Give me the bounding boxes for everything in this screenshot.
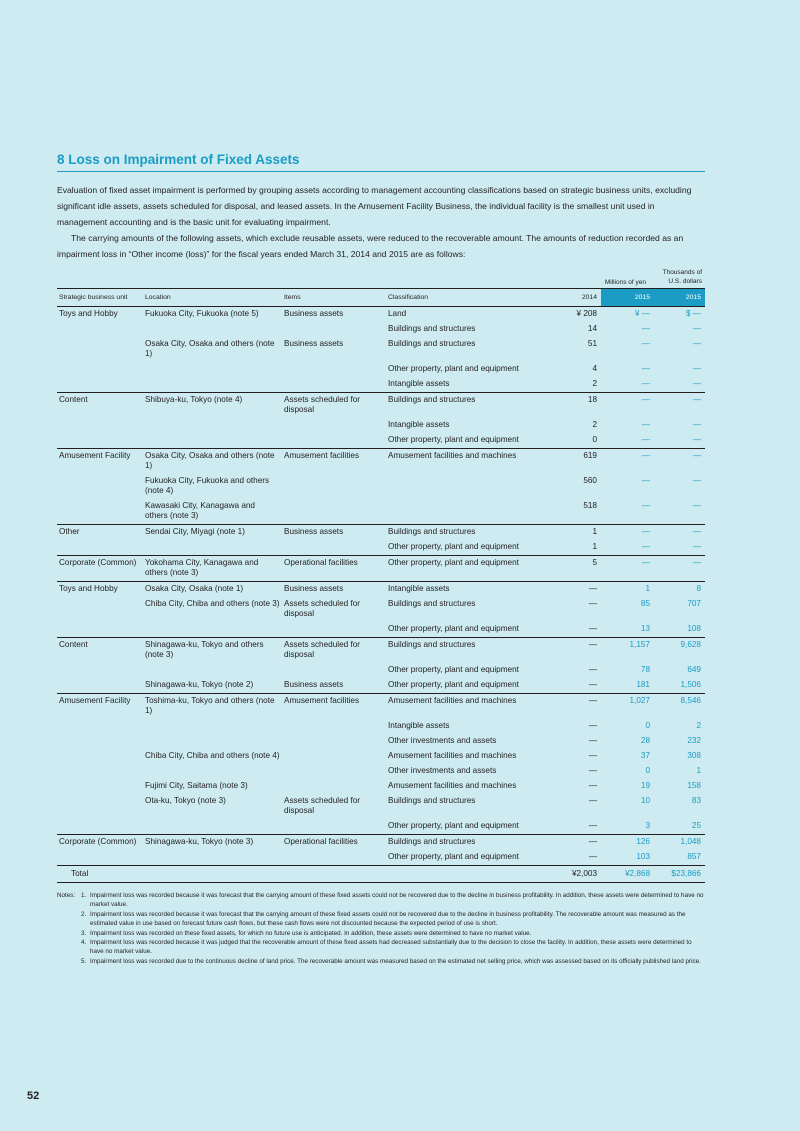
table-row [57, 556, 705, 582]
cell-2015: ¥ — [601, 307, 654, 323]
cell-unit [57, 474, 143, 499]
cell-2015: 37 [640, 751, 650, 760]
cell-2014: 560 [583, 476, 597, 485]
cell-2014: — [551, 582, 601, 598]
cell-classification: Buildings and structures [386, 835, 551, 851]
table-row [57, 749, 705, 764]
cell-classification: Other property, plant and equipment [388, 821, 519, 830]
cell-usd: 232 [687, 736, 701, 745]
cell-location: Chiba City, Chiba and others (note 4) [145, 751, 280, 760]
table-row [57, 362, 705, 377]
cell-2014: — [588, 781, 597, 790]
cell-usd: 1 [696, 766, 701, 775]
cell-usd: — [654, 449, 705, 475]
note-2: Impairment loss was recorded because it was forecast that the carrying amount of these fixed assets could not be recovered due to the decline in business profitability. The recoverable amount was measured as the estimated value in use based on forecast future cash flows, but these cash flows were not discounted because the expected period of use is short. [90, 910, 686, 928]
cell-location: Chiba City, Chiba and others (note 3) [145, 599, 280, 608]
unit-yen-label: Millions of yen [604, 279, 646, 286]
cell-location: Osaka City, Osaka (note 1) [143, 582, 282, 598]
cell-unit [57, 779, 143, 794]
cell-items [282, 499, 386, 525]
cell-classification: Intangible assets [388, 420, 450, 429]
cell-location: Osaka City, Osaka and others (note 1) [143, 449, 282, 475]
cell-classification: Buildings and structures [386, 638, 551, 664]
cell-usd: — [692, 339, 701, 348]
cell-unit: Content [57, 638, 143, 664]
cell-unit [57, 322, 143, 337]
cell-usd: — [692, 542, 701, 551]
cell-unit: Toys and Hobby [57, 582, 143, 598]
cell-classification: Other property, plant and equipment [386, 556, 551, 582]
cell-unit [57, 622, 143, 638]
cell-classification: Buildings and structures [388, 796, 476, 805]
cell-items: Operational facilities [282, 835, 386, 851]
cell-2014: 2 [592, 420, 597, 429]
table-row [57, 337, 705, 362]
cell-location: Toshima-ku, Tokyo and others (note 1) [143, 694, 282, 720]
cell-unit [57, 418, 143, 433]
cell-unit [57, 819, 143, 835]
cell-usd: 8,546 [654, 694, 705, 720]
cell-items [282, 433, 386, 449]
table-row [57, 582, 705, 598]
cell-items [282, 322, 386, 337]
table-row [57, 638, 705, 664]
cell-2014: — [588, 796, 597, 805]
intro-paragraph-2: The carrying amounts of the following assets, which exclude reusable assets, were reduced to the recoverable amount. The amounts of reduction recorded as an impairment loss in “Other income (loss)” for the fiscal years ended March 31, 2014 and 2015 are as follows: [57, 233, 684, 259]
note-5: Impairment loss was recorded due to the continuous decline of land price. The recoverable amount was measured based on the estimated net selling price, which was assessed based on its officially published land price. [90, 957, 701, 965]
cell-2014: 14 [587, 324, 597, 333]
cell-unit [57, 850, 143, 866]
cell-items [282, 474, 386, 499]
cell-usd: 108 [687, 624, 701, 633]
cell-2015: 10 [640, 796, 650, 805]
cell-items: Business assets [284, 680, 344, 689]
cell-unit [57, 597, 143, 622]
cell-2014: — [551, 835, 601, 851]
note-3: Impairment loss was recorded on these fixed assets, for which no future use is anticipated. In addition, these assets were determined to have no market value. [90, 929, 532, 937]
cell-location: Yokohama City, Kanagawa and others (note 3) [143, 556, 282, 582]
table-body [57, 307, 705, 866]
header-2015: 2015 [601, 289, 654, 307]
table-row [57, 540, 705, 556]
cell-2014: 619 [551, 449, 601, 475]
cell-location [143, 540, 282, 556]
cell-2014: — [588, 821, 597, 830]
cell-usd: — [654, 525, 705, 541]
cell-location [143, 433, 282, 449]
cell-2014: — [588, 751, 597, 760]
cell-items: Assets scheduled for disposal [284, 599, 361, 618]
cell-classification: Amusement facilities and machines [386, 694, 551, 720]
cell-classification: Other investments and assets [388, 766, 497, 775]
cell-location [143, 719, 282, 734]
impairment-table [57, 288, 705, 883]
cell-usd: 1,048 [654, 835, 705, 851]
intro-text [57, 182, 705, 262]
cell-location: Ota-ku, Tokyo (note 3) [145, 796, 226, 805]
table-row [57, 764, 705, 779]
cell-unit [57, 678, 143, 694]
table-row [57, 433, 705, 449]
cell-2015: — [641, 379, 650, 388]
cell-2015: 1,027 [601, 694, 654, 720]
cell-usd: — [692, 435, 701, 444]
cell-location: Shinagawa-ku, Tokyo (note 2) [145, 680, 254, 689]
cell-2015: 28 [640, 736, 650, 745]
header-items: Items [282, 289, 386, 307]
cell-2015: 0 [645, 721, 650, 730]
cell-location: Shinagawa-ku, Tokyo and others (note 3) [143, 638, 282, 664]
cell-2015: — [641, 476, 650, 485]
cell-unit [57, 362, 143, 377]
cell-unit: Amusement Facility [57, 694, 143, 720]
cell-location [143, 663, 282, 678]
cell-location: Shibuya-ku, Tokyo (note 4) [143, 393, 282, 419]
cell-location: Fukuoka City, Fukuoka (note 5) [143, 307, 282, 323]
cell-classification: Buildings and structures [386, 393, 551, 419]
cell-classification: Amusement facilities and machines [388, 781, 517, 790]
cell-2014: — [588, 680, 597, 689]
cell-location [143, 734, 282, 749]
cell-items: Operational facilities [282, 556, 386, 582]
cell-2014: — [588, 852, 597, 861]
cell-usd: 707 [687, 599, 701, 608]
cell-location: Osaka City, Osaka and others (note 1) [145, 339, 275, 358]
notes-label: Notes: [57, 892, 76, 899]
cell-unit [57, 764, 143, 779]
cell-location [143, 819, 282, 835]
cell-2015: — [641, 339, 650, 348]
cell-items [282, 819, 386, 835]
table-row [57, 779, 705, 794]
cell-classification: Other property, plant and equipment [388, 364, 519, 373]
cell-unit: Content [57, 393, 143, 419]
cell-classification: Other property, plant and equipment [388, 624, 519, 633]
cell-2015: — [601, 393, 654, 419]
cell-2014: 1 [592, 542, 597, 551]
cell-unit: Corporate (Common) [57, 835, 143, 851]
note-1: Impairment loss was recorded because it was forecast that the carrying amount of these fixed assets could not be recovered due to the decline in business profitability. In addition, these assets were determined to have no market value. [90, 892, 704, 909]
cell-2015: 181 [636, 680, 650, 689]
table-row [57, 322, 705, 337]
cell-items [282, 749, 386, 764]
cell-items [282, 362, 386, 377]
cell-unit [57, 433, 143, 449]
cell-2015: — [601, 525, 654, 541]
cell-unit [57, 734, 143, 749]
note-4: Impairment loss was recorded because it was judged that the recoverable amount of these fixed assets had decreased substantially due to the decision to close the facility. In addition, these assets were determined to have no market value. [90, 939, 692, 956]
cell-2015: — [641, 364, 650, 373]
header-usd-2015: 2015 [654, 289, 705, 307]
cell-items: Business assets [282, 307, 386, 323]
cell-items [282, 377, 386, 393]
cell-2015: — [641, 324, 650, 333]
cell-2015: 126 [601, 835, 654, 851]
cell-classification: Other investments and assets [388, 736, 497, 745]
cell-items: Business assets [282, 582, 386, 598]
cell-classification: Land [386, 307, 551, 323]
cell-items: Assets scheduled for disposal [284, 796, 361, 815]
cell-location [143, 418, 282, 433]
cell-2015: 78 [640, 665, 650, 674]
section-title: 8 Loss on Impairment of Fixed Assets [57, 152, 705, 172]
table-row [57, 719, 705, 734]
header-classification: Classification [386, 289, 551, 307]
cell-2014: ¥ 208 [551, 307, 601, 323]
cell-usd: — [692, 476, 701, 485]
cell-usd: 9,628 [654, 638, 705, 664]
table-row [57, 597, 705, 622]
unit-usd-label: Thousands of U.S. dollars [662, 269, 702, 285]
cell-usd: 8 [654, 582, 705, 598]
cell-usd: — [692, 324, 701, 333]
cell-classification: Other property, plant and equipment [388, 435, 519, 444]
table-row [57, 307, 705, 323]
unit-labels [57, 264, 705, 288]
cell-classification [386, 499, 551, 525]
cell-classification: Amusement facilities and machines [386, 449, 551, 475]
cell-location: Fukuoka City, Fukuoka and others (note 4) [145, 476, 270, 495]
cell-unit [57, 663, 143, 678]
cell-usd: 83 [691, 796, 701, 805]
cell-2014: — [588, 766, 597, 775]
page-number: 52 [27, 1090, 40, 1102]
cell-items: Amusement facilities [282, 694, 386, 720]
table-row [57, 694, 705, 720]
cell-location: Shinagawa-ku, Tokyo (note 3) [143, 835, 282, 851]
notes: Notes: 1. Impairment loss was recorded because it was forecast that the carrying amount of these fixed assets could not be recovered due to the decline in business profitability. In addition, these assets were determined to have no market value. 2. Impairment loss was recorded because it was forecast that the carrying amount of these fixed assets could not be recovered due to the decline in business profitability. The recoverable amount was measured as the estimated value in use based on forecast future cash flows, but these cash flows were not discounted because the expected period of use is short. 3. Impairment loss was recorded on these fixed assets, for which no future use is anticipated. In addition, these assets were determined to have no market value. 4. Impairment loss was recorded because it was judged that the recoverable amount of these fixed assets had decreased substantially due to the decision to close the facility. In addition, these assets were determined to have no market value. 5. Impairment loss was recorded due to the continuous decline of land price. The recoverable amount was measured based on the estimated net selling price, which was assessed based on its officially published land price. [57, 892, 704, 965]
cell-unit [57, 749, 143, 764]
cell-usd: 2 [696, 721, 701, 730]
cell-location: Sendai City, Miyagi (note 1) [143, 525, 282, 541]
cell-2015: — [641, 435, 650, 444]
cell-classification: Buildings and structures [388, 599, 476, 608]
cell-unit [57, 794, 143, 819]
cell-items: Business assets [284, 339, 344, 348]
cell-location [143, 377, 282, 393]
cell-2014: 51 [587, 339, 597, 348]
cell-classification: Buildings and structures [386, 525, 551, 541]
cell-items [282, 540, 386, 556]
cell-usd: — [654, 393, 705, 419]
table-row [57, 819, 705, 835]
cell-items [282, 779, 386, 794]
cell-2014: — [588, 599, 597, 608]
table-row [57, 835, 705, 851]
cell-items [282, 719, 386, 734]
cell-2015: 1,157 [601, 638, 654, 664]
cell-unit: Amusement Facility [57, 449, 143, 475]
cell-usd: — [692, 501, 701, 510]
table-row [57, 499, 705, 525]
table-row [57, 377, 705, 393]
cell-2015: — [601, 556, 654, 582]
cell-location [143, 850, 282, 866]
cell-2014: — [588, 721, 597, 730]
cell-2015: — [601, 449, 654, 475]
cell-usd: 308 [687, 751, 701, 760]
cell-unit [57, 377, 143, 393]
cell-2015: 19 [640, 781, 650, 790]
cell-2014: — [551, 694, 601, 720]
cell-2015: 0 [645, 766, 650, 775]
cell-2014: 0 [592, 435, 597, 444]
cell-classification: Other property, plant and equipment [388, 542, 519, 551]
table-row [57, 850, 705, 866]
cell-unit [57, 499, 143, 525]
cell-items: Amusement facilities [282, 449, 386, 475]
cell-classification: Amusement facilities and machines [388, 751, 517, 760]
cell-usd: — [692, 379, 701, 388]
cell-classification: Intangible assets [386, 582, 551, 598]
cell-location [143, 362, 282, 377]
cell-2015: — [641, 542, 650, 551]
cell-location [143, 764, 282, 779]
cell-usd: — [692, 420, 701, 429]
cell-usd: 857 [687, 852, 701, 861]
cell-items [282, 418, 386, 433]
cell-unit: Toys and Hobby [57, 307, 143, 323]
cell-2015: 1 [601, 582, 654, 598]
cell-items [282, 622, 386, 638]
cell-2015: — [641, 501, 650, 510]
cell-items: Business assets [282, 525, 386, 541]
header-2014: 2014 [551, 289, 601, 307]
total-2014: ¥2,003 [551, 866, 601, 883]
cell-usd: 25 [691, 821, 701, 830]
cell-usd: 1,506 [680, 680, 701, 689]
header-location: Location [143, 289, 282, 307]
cell-classification: Buildings and structures [388, 339, 476, 348]
cell-items [282, 764, 386, 779]
cell-location: Fujimi City, Saitama (note 3) [145, 781, 248, 790]
cell-usd: 158 [687, 781, 701, 790]
table-row [57, 794, 705, 819]
cell-classification: Other property, plant and equipment [388, 852, 519, 861]
table-row [57, 393, 705, 419]
cell-2014: 1 [551, 525, 601, 541]
total-2015: ¥2,868 [601, 866, 654, 883]
cell-2014: 518 [583, 501, 597, 510]
cell-location [143, 622, 282, 638]
cell-2014: 5 [551, 556, 601, 582]
page [57, 152, 705, 966]
table-row [57, 678, 705, 694]
cell-usd: — [654, 556, 705, 582]
cell-unit: Other [57, 525, 143, 541]
cell-2015: 85 [640, 599, 650, 608]
table-row [57, 474, 705, 499]
table-row [57, 734, 705, 749]
cell-classification: Intangible assets [388, 379, 450, 388]
table-row [57, 663, 705, 678]
cell-2014: 4 [592, 364, 597, 373]
total-usd: $23,866 [654, 866, 705, 883]
cell-usd: $ — [654, 307, 705, 323]
cell-classification: Buildings and structures [388, 324, 476, 333]
cell-unit [57, 540, 143, 556]
cell-2015: 3 [645, 821, 650, 830]
total-label: Total [57, 866, 143, 883]
table-row [57, 449, 705, 475]
cell-2015: — [641, 420, 650, 429]
cell-items [282, 663, 386, 678]
intro-paragraph-1: Evaluation of fixed asset impairment is performed by grouping assets according to management accounting classifications based on strategic business units, excluding significant idle assets, assets scheduled for disposal, and leased assets. In the Amusement Facility Business, the individual facility is the smallest unit used in management accounting and is the basic unit for evaluating impairment. [57, 185, 692, 227]
cell-items: Assets scheduled for disposal [282, 393, 386, 419]
cell-items: Assets scheduled for disposal [282, 638, 386, 664]
cell-2014: — [588, 665, 597, 674]
cell-location [143, 322, 282, 337]
cell-items [282, 850, 386, 866]
cell-2015: 13 [640, 624, 650, 633]
table-row [57, 622, 705, 638]
cell-classification: Other property, plant and equipment [388, 665, 519, 674]
cell-usd: — [692, 364, 701, 373]
cell-unit [57, 337, 143, 362]
cell-2015: 103 [636, 852, 650, 861]
table-row [57, 418, 705, 433]
cell-classification: Other property, plant and equipment [388, 680, 519, 689]
cell-location: Kawasaki City, Kanagawa and others (note 3) [145, 501, 255, 520]
cell-2014: — [588, 624, 597, 633]
cell-2014: — [551, 638, 601, 664]
table-row [57, 525, 705, 541]
cell-2014: 2 [592, 379, 597, 388]
cell-items [282, 734, 386, 749]
cell-unit [57, 719, 143, 734]
header-unit: Strategic business unit [57, 289, 143, 307]
table-header-row [57, 289, 705, 307]
cell-classification: Intangible assets [388, 721, 450, 730]
cell-2014: 18 [551, 393, 601, 419]
cell-2014: — [588, 736, 597, 745]
cell-usd: 649 [687, 665, 701, 674]
cell-unit: Corporate (Common) [57, 556, 143, 582]
cell-classification [386, 474, 551, 499]
total-row [57, 866, 705, 883]
